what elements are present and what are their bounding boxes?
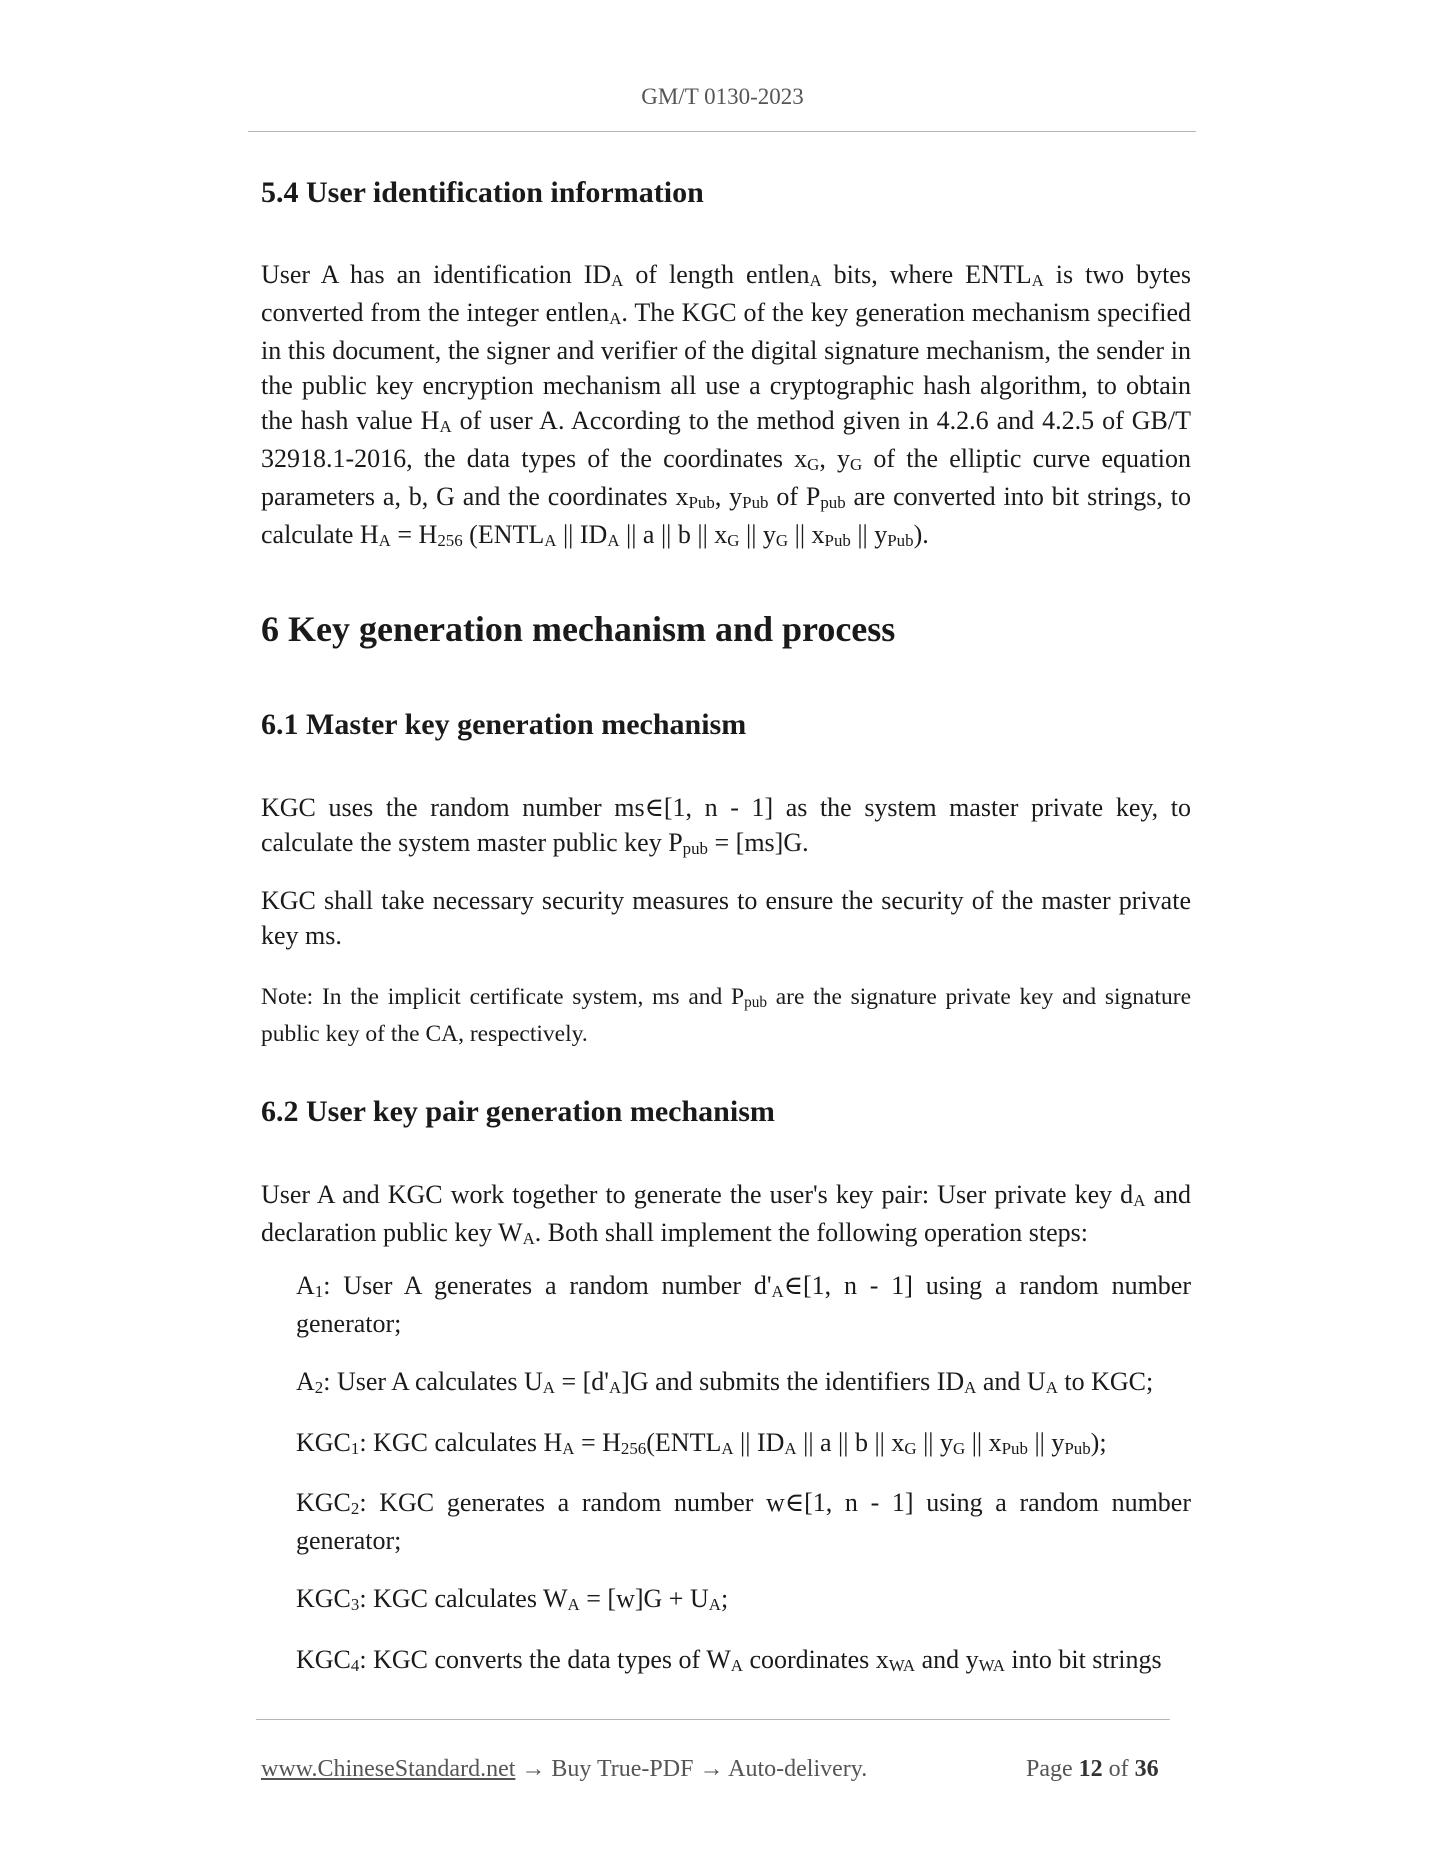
subscript: Pub [824, 531, 851, 551]
text-run: . Both shall implement the following operation steps: [534, 1218, 1088, 1247]
text-run: bits, where ENTL [821, 260, 1032, 289]
section-6-1-paragraph-1 [261, 790, 1191, 863]
subscript: G [904, 1439, 917, 1459]
text-run: = [d' [554, 1367, 609, 1396]
text-run: || a || b || x [796, 1428, 905, 1457]
step-a1 [296, 1268, 1191, 1341]
text-run: User A and KGC work together to generate the user's key pair: User private key d [261, 1180, 1134, 1209]
subscript: WA [888, 1656, 916, 1676]
text-run: are the signature private key and signature public key of the CA, respectively. [261, 984, 1191, 1047]
section-6-2-paragraph [261, 1177, 1191, 1253]
subscript: pub [744, 994, 767, 1012]
text-run: || y [850, 520, 888, 549]
step-kgc4 [296, 1642, 1191, 1680]
text-run: of the elliptic curve equation parameters a, b, G and the coordinates x [261, 444, 1192, 511]
subscript: 1 [350, 1439, 360, 1459]
subscript: A [809, 271, 822, 291]
section-6-2-heading: 6.2 User key pair generation mechanism [261, 1095, 775, 1128]
text-run: to KGC; [1057, 1367, 1154, 1396]
footer-divider [256, 1719, 1170, 1720]
text-run: = [w]G + U [579, 1584, 709, 1613]
text-run: (ENTL [462, 520, 545, 549]
step-a2 [296, 1364, 1191, 1402]
text-run: : KGC converts the data types of W [359, 1645, 731, 1674]
text-run: is two bytes converted from the integer entlen [261, 260, 1191, 327]
section-5-4-paragraph [261, 257, 1191, 555]
subscript: 256 [437, 531, 463, 551]
subscript: G [850, 455, 863, 475]
subscript: 2 [350, 1499, 360, 1519]
subscript: A [611, 271, 624, 291]
text-run: KGC [296, 1584, 351, 1613]
text-run: and U [976, 1367, 1046, 1396]
text-run: : KGC calculates H [359, 1428, 563, 1457]
text-run: || a || b || x [619, 520, 728, 549]
text-run: ∈[1, n - 1] using a random number generator; [296, 1271, 1191, 1338]
subscript: 2 [314, 1378, 324, 1398]
subscript: A [771, 1282, 784, 1302]
subscript: A [730, 1656, 743, 1676]
step-kgc1 [296, 1425, 1191, 1463]
text-run: : User A generates a random number d' [323, 1271, 772, 1300]
section-6-1-heading: 6.1 Master key generation mechanism [261, 708, 747, 741]
section-6-1-paragraph-2: KGC shall take necessary security measures to ensure the security of the master private key ms. [261, 886, 1191, 950]
arrow-icon: → [521, 1756, 546, 1782]
text-run: , y [819, 444, 851, 473]
subscript: G [807, 455, 820, 475]
subscript: A [607, 531, 620, 551]
page-indicator [1026, 1756, 1159, 1783]
text-run: = H [574, 1428, 621, 1457]
text-run: A [296, 1271, 315, 1300]
text-run: ]G and submits the identifiers ID [621, 1367, 965, 1396]
text-run: A [296, 1367, 315, 1396]
text-run: = H [390, 520, 438, 549]
subscript: 1 [314, 1282, 324, 1302]
text-run: || y [916, 1428, 954, 1457]
text-run: KGC uses the random number ms∈[1, n - 1] as the system master private key, to calculate the system master public key P [261, 793, 1191, 857]
subscript: WA [978, 1656, 1005, 1676]
subscript: pub [682, 839, 708, 859]
text-run: , y [714, 482, 743, 511]
subscript: A [1045, 1378, 1058, 1398]
subscript: A [567, 1595, 580, 1615]
subscript: 256 [620, 1439, 647, 1459]
text-run: || ID [556, 520, 608, 549]
text-run: : KGC calculates W [359, 1584, 568, 1613]
subscript: Pub [742, 493, 769, 513]
subscript: pub [820, 493, 846, 513]
footer-link[interactable]: www.ChineseStandard.net [261, 1756, 516, 1782]
section-6-1-note [261, 980, 1191, 1052]
subscript: A [964, 1378, 977, 1398]
subscript: A [1133, 1191, 1146, 1211]
text-run: of length entlen [623, 260, 810, 289]
text-run: KGC [296, 1428, 351, 1457]
step-kgc3 [296, 1581, 1191, 1619]
subscript: A [708, 1595, 721, 1615]
subscript: Pub [887, 531, 914, 551]
text-run: coordinates x [742, 1645, 889, 1674]
subscript: G [775, 531, 789, 551]
of-label: of [1108, 1756, 1129, 1782]
page-total: 36 [1134, 1756, 1159, 1782]
subscript: A [439, 417, 452, 437]
text-run: : KGC generates a random number w∈[1, n - 1] using a random number generator; [296, 1488, 1191, 1555]
page-number: 12 [1078, 1756, 1103, 1782]
text-run: ; [720, 1584, 729, 1613]
subscript: A [378, 531, 391, 551]
arrow-icon: → [699, 1756, 724, 1782]
subscript: A [784, 1439, 797, 1459]
subscript: A [1031, 271, 1044, 291]
text-run: of P [768, 482, 821, 511]
subscript: A [562, 1439, 575, 1459]
text-run: || y [739, 520, 776, 549]
text-run: User A has an identification ID [261, 260, 612, 289]
text-run: and y [915, 1645, 979, 1674]
page-label: Page [1026, 1756, 1073, 1782]
step-kgc2 [296, 1485, 1191, 1558]
text-run: || y [1027, 1428, 1065, 1457]
subscript: Pub [1064, 1439, 1091, 1459]
text-run: = [ms]G. [708, 828, 809, 857]
text-run: || x [788, 520, 825, 549]
text-run: of user A. According to the method given in 4.2.6 and 4.2.5 of GB/T 32918.1-2016, the data types of the coordinates x [261, 406, 1191, 473]
subscript: G [953, 1439, 966, 1459]
footer-promo [261, 1756, 867, 1783]
text-run: into bit strings [1004, 1645, 1162, 1674]
subscript: A [721, 1439, 734, 1459]
text-run: are converted into bit strings, to calculate H [261, 482, 1192, 549]
text-run: ); [1090, 1428, 1107, 1457]
text-run: Note: In the implicit certificate system, ms and P [261, 984, 745, 1010]
subscript: Pub [1001, 1439, 1028, 1459]
text-run: (ENTL [646, 1428, 722, 1457]
text-run: and declaration public key W [261, 1180, 1191, 1247]
text-run: KGC [296, 1645, 351, 1674]
text-run: || ID [733, 1428, 785, 1457]
subscript: 3 [350, 1595, 360, 1615]
subscript: A [544, 531, 557, 551]
footer-delivery-text: Auto-delivery. [723, 1756, 868, 1782]
subscript: G [727, 531, 740, 551]
text-run: . The KGC of the key generation mechanism specified in this document, the signer and verifier of the digital signature mechanism, the sender in the public key encryption mechanism all use a cryptographic hash algorithm, to obtain the hash value H [261, 298, 1191, 435]
subscript: A [609, 309, 622, 329]
section-6-heading: 6 Key generation mechanism and process [261, 609, 896, 649]
subscript: 4 [350, 1656, 360, 1676]
text-run: KGC [296, 1488, 351, 1517]
subscript: Pub [688, 493, 715, 513]
text-run: || x [965, 1428, 1002, 1457]
footer-buy-text: Buy True-PDF [545, 1756, 700, 1782]
subscript: A [608, 1378, 622, 1398]
text-run: ). [913, 520, 929, 549]
header-divider [248, 131, 1196, 132]
section-5-4-heading: 5.4 User identification information [261, 176, 704, 209]
document-header: GM/T 0130-2023 [641, 84, 804, 109]
subscript: A [542, 1378, 555, 1398]
text-run: : User A calculates U [323, 1367, 543, 1396]
subscript: A [522, 1229, 535, 1249]
